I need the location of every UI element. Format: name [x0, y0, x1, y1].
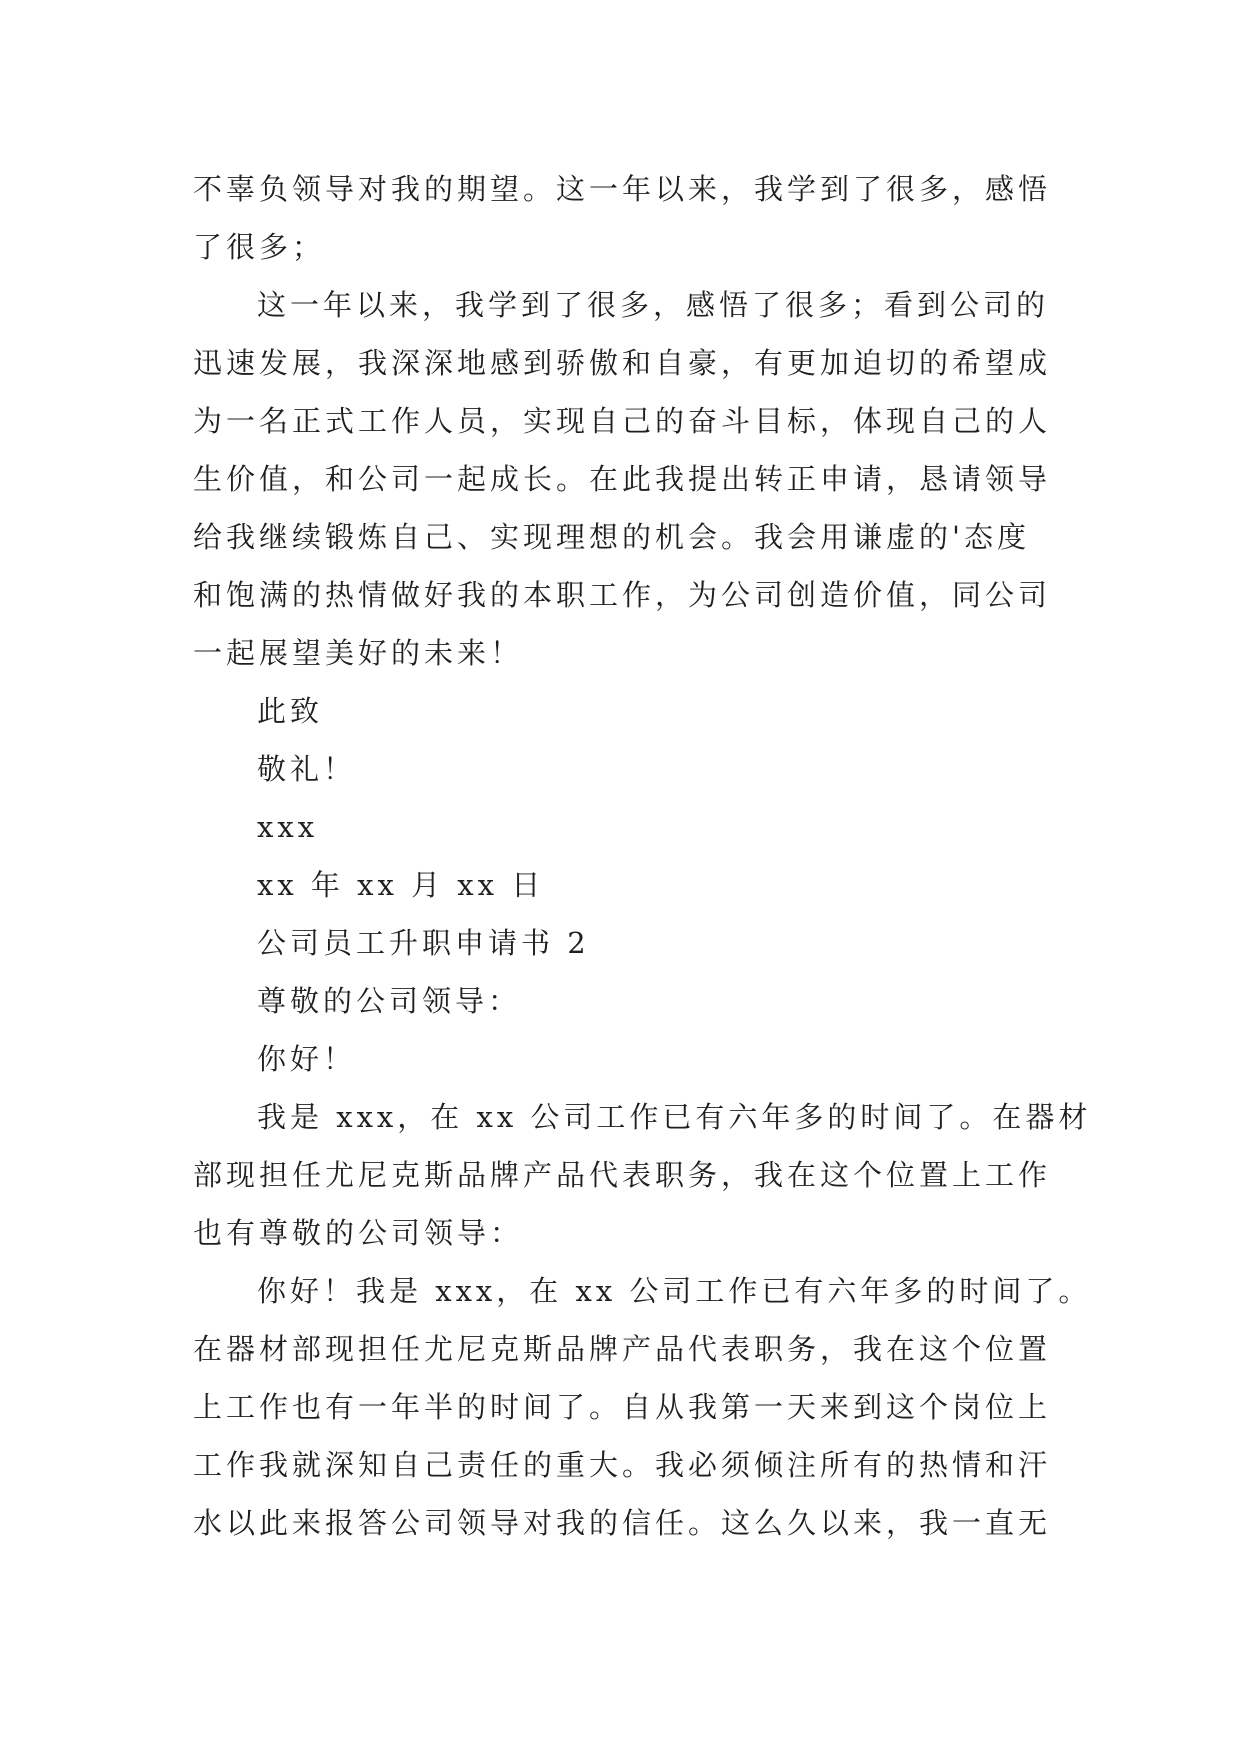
- signature-date: xx 年 xx 月 xx 日: [257, 868, 545, 902]
- text-line: 迅速发展，我深深地感到骄傲和自豪，有更加迫切的希望成: [193, 346, 1052, 380]
- text-line: 不辜负领导对我的期望。这一年以来，我学到了很多，感悟: [193, 172, 1052, 206]
- text-line: 为一名正式工作人员，实现自己的奋斗目标，体现自己的人: [193, 404, 1052, 438]
- text-line: 工作我就深知自己责任的重大。我必须倾注所有的热情和汗: [193, 1448, 1052, 1482]
- text-line: 部现担任尤尼克斯品牌产品代表职务，我在这个位置上工作: [193, 1158, 1052, 1192]
- greeting-hello: 你好！: [257, 1042, 357, 1076]
- text-line: 一起展望美好的未来！: [193, 636, 524, 670]
- greeting: 尊敬的公司领导：: [257, 984, 522, 1018]
- signature-name: xxx: [257, 810, 319, 844]
- text-line: 生价值，和公司一起成长。在此我提出转正申请，恳请领导: [193, 462, 1052, 496]
- text-line: 和饱满的热情做好我的本职工作，为公司创造价值，同公司: [193, 578, 1052, 612]
- closing-regards: 敬礼！: [257, 752, 357, 786]
- section-title: 公司员工升职申请书 2: [257, 926, 590, 960]
- text-line: 了很多；: [193, 230, 326, 264]
- closing-salutation: 此致: [257, 694, 324, 728]
- text-line: 水以此来报答公司领导对我的信任。这么久以来，我一直无: [193, 1506, 1052, 1540]
- text-line: 我是 xxx，在 xx 公司工作已有六年多的时间了。在器材: [257, 1100, 1092, 1134]
- text-line: 在器材部现担任尤尼克斯品牌产品代表职务，我在这个位置: [193, 1332, 1052, 1366]
- document-body: [193, 160, 1092, 1552]
- text-line: 你好！我是 xxx，在 xx 公司工作已有六年多的时间了。: [257, 1274, 1092, 1308]
- text-line: 这一年以来，我学到了很多，感悟了很多；看到公司的: [257, 288, 1050, 322]
- text-line: 给我继续锻炼自己、实现理想的机会。我会用谦虚的'态度: [193, 520, 1030, 554]
- text-line: 上工作也有一年半的时间了。自从我第一天来到这个岗位上: [193, 1390, 1052, 1424]
- text-line: 也有尊敬的公司领导：: [193, 1216, 524, 1250]
